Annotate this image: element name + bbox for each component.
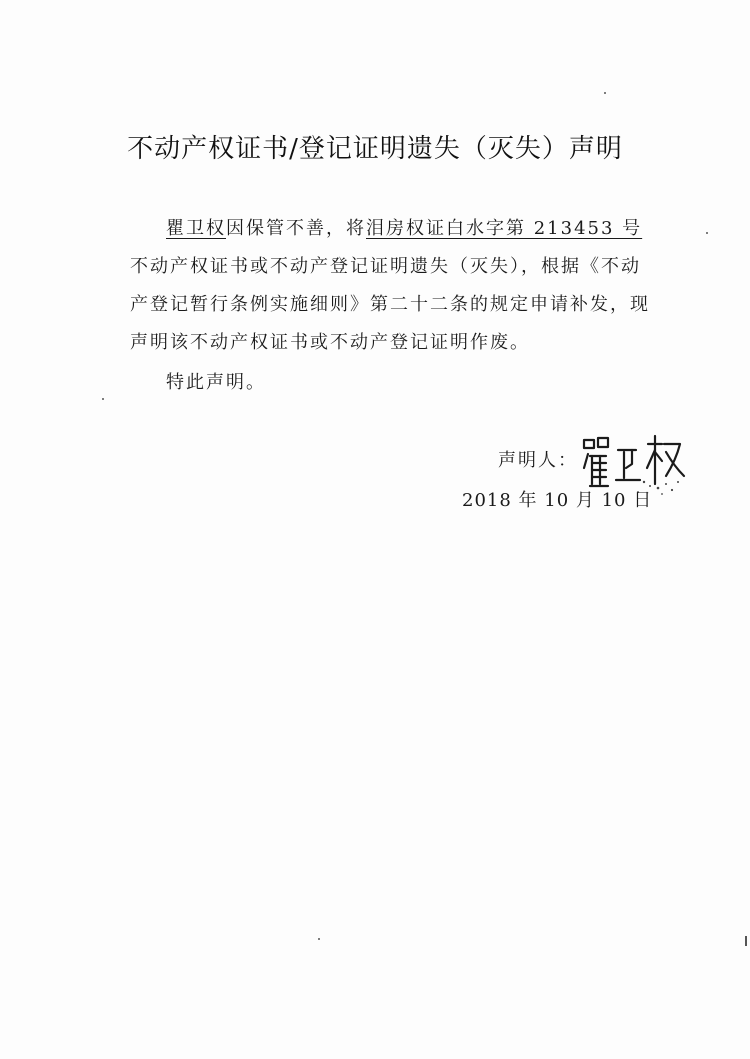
declaration-paragraph — [130, 210, 650, 362]
paragraph-text-2: 不动产权证书或不动产登记证明遗失（灭失），根据《不动产登记暂行条例实施细则》第二十二条的规定申请补发，现声明该不动产权证书或不动产登记证明作废。 — [130, 256, 650, 353]
closing-statement: 特此声明。 — [166, 372, 266, 393]
certificate-number: 泪房权证白水字第 213453 号 — [366, 218, 643, 239]
scan-speck — [318, 938, 320, 940]
scan-speck — [604, 92, 606, 94]
declaration-body — [130, 210, 650, 362]
declaration-date: 2018 年 10 月 10 日 — [462, 490, 653, 511]
scan-speck — [706, 232, 708, 234]
paragraph-text-1: 因保管不善，将 — [226, 218, 366, 239]
scan-speck — [102, 398, 104, 400]
signer-label: 声明人： — [498, 450, 578, 471]
scan-speck — [745, 936, 747, 946]
document-title: 不动产权证书/登记证明遗失（灭失）声明 — [127, 134, 623, 164]
owner-name: 瞿卫权 — [166, 218, 226, 239]
